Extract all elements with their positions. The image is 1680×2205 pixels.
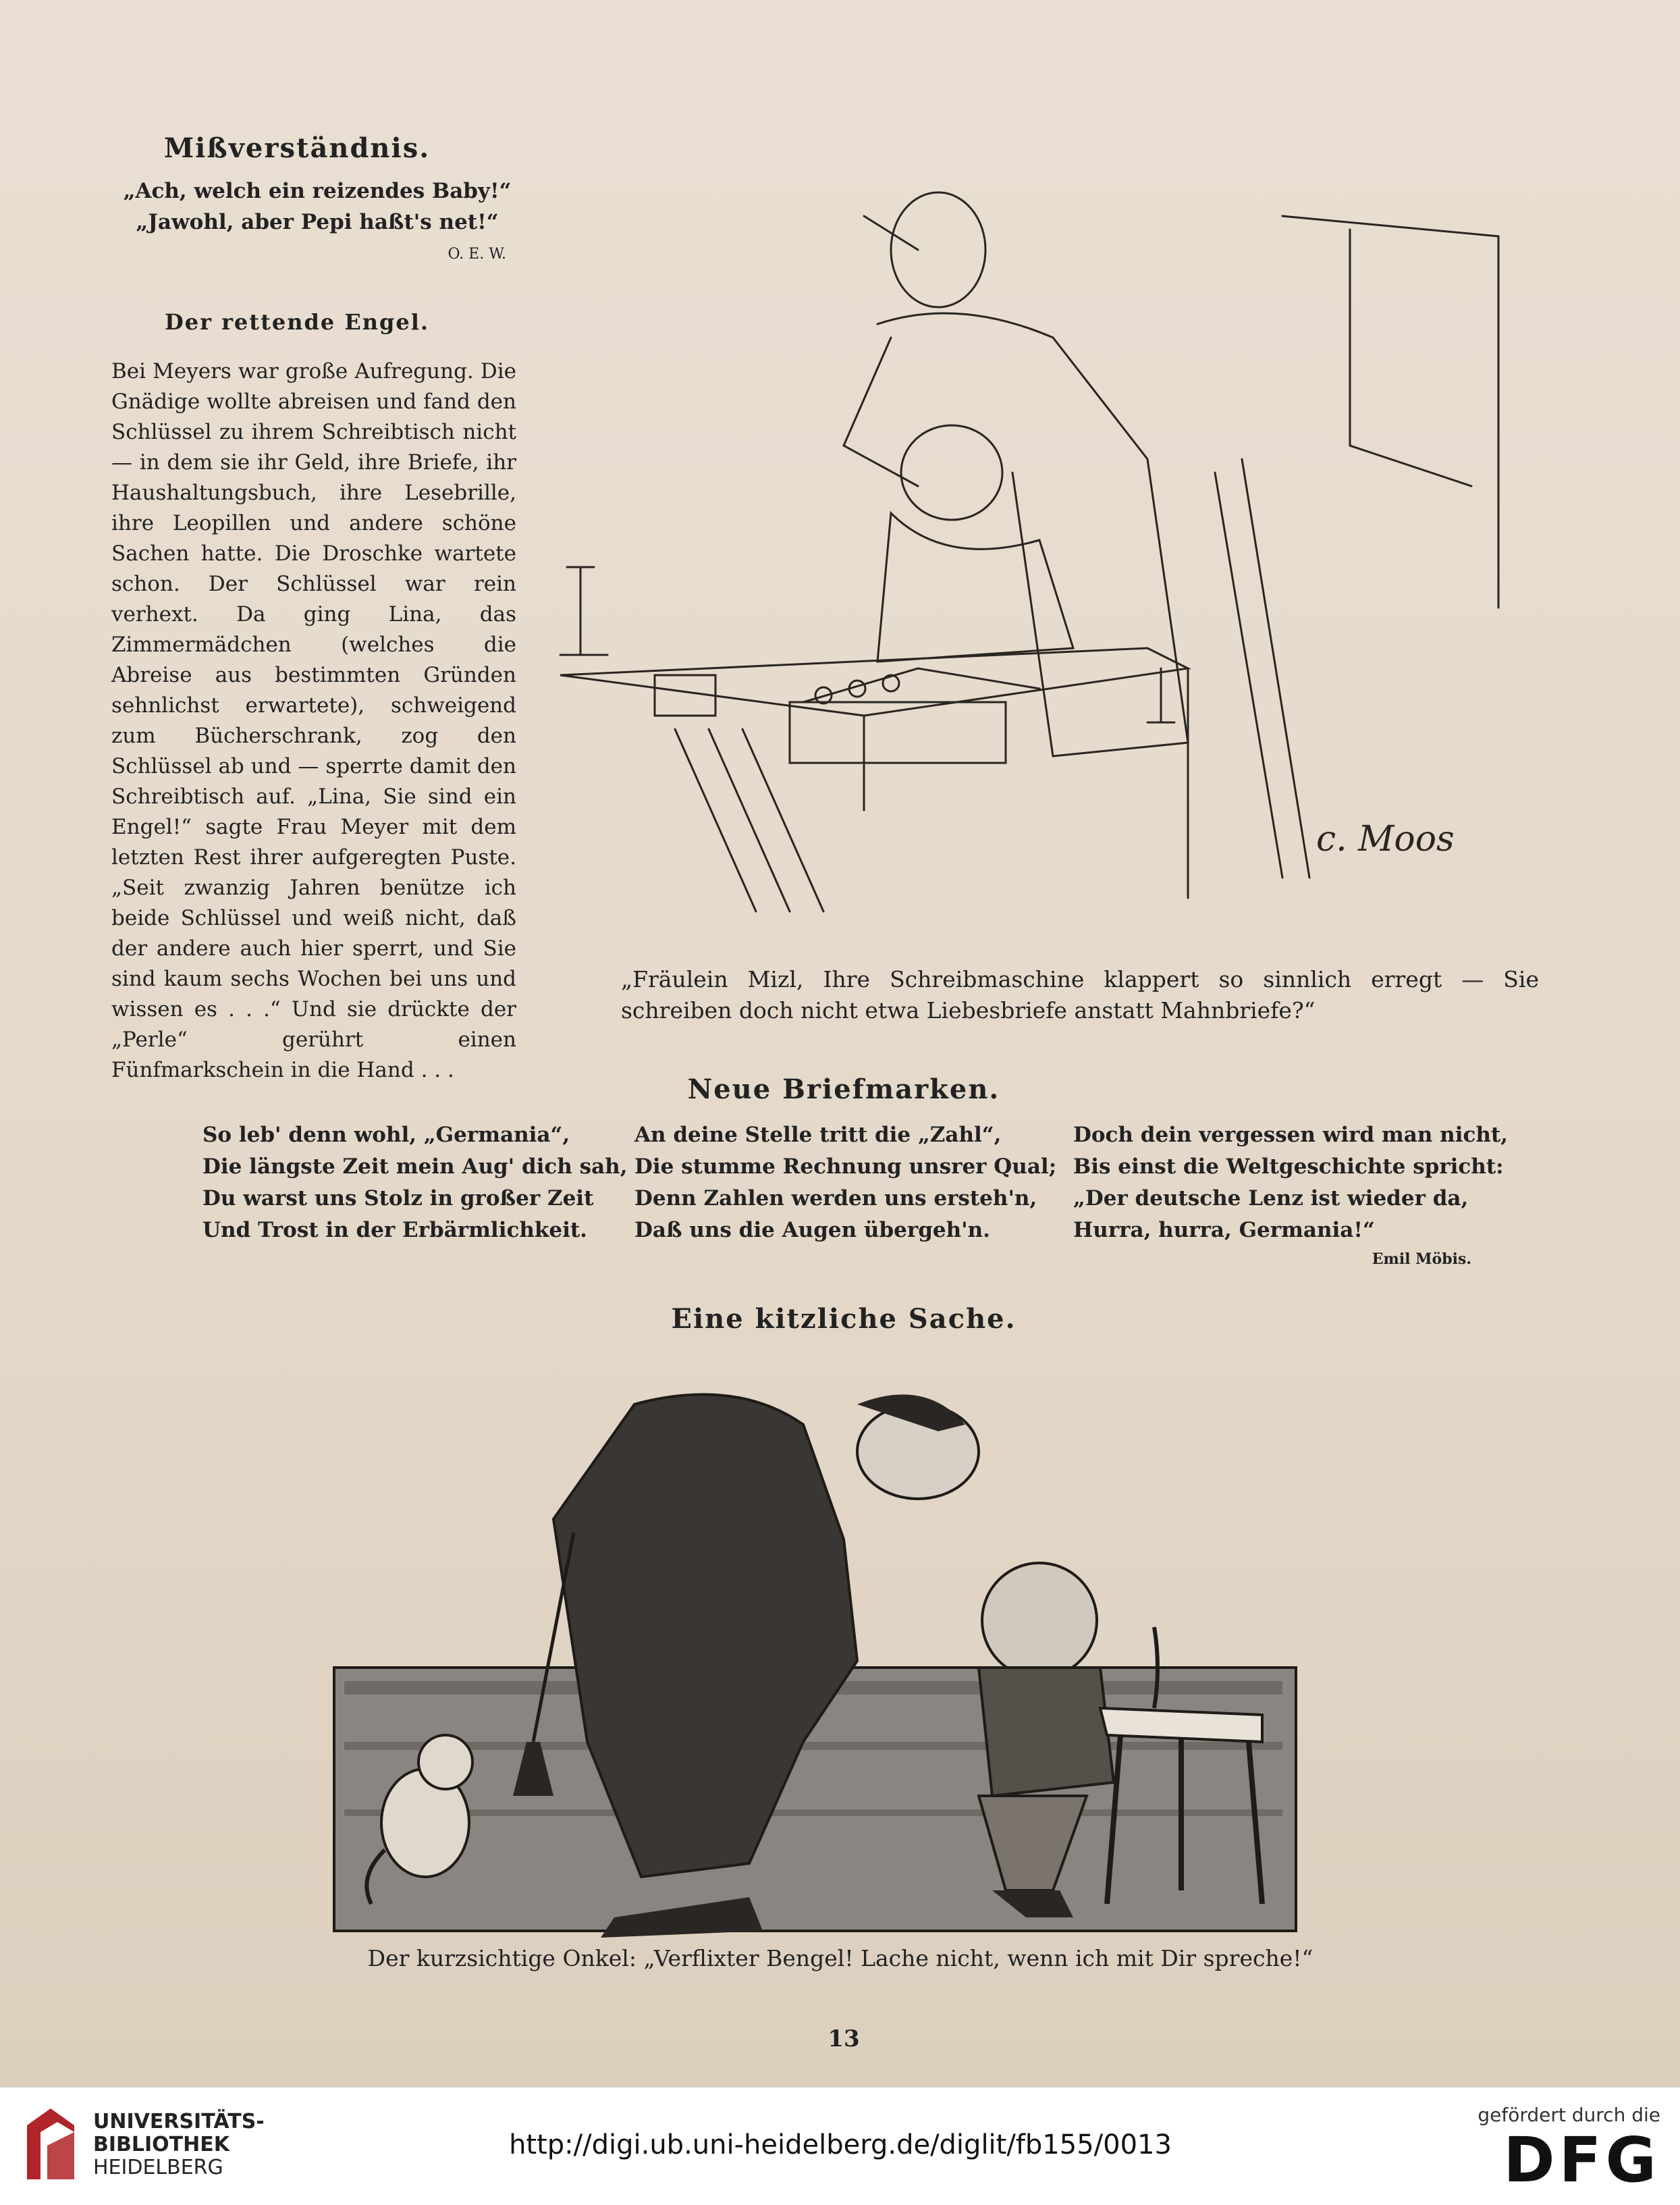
poem-line: An deine Stelle tritt die „Zahl“, bbox=[634, 1123, 1002, 1147]
poem-line: So leb' denn wohl, „Germania“, bbox=[202, 1123, 570, 1147]
logo-line2: BIBLIOTHEK bbox=[93, 2133, 229, 2156]
article1-line1: „Ach, welch ein reizendes Baby!“ bbox=[123, 179, 512, 203]
poem-stanza-1 bbox=[202, 1119, 628, 1246]
poem-line: „Der deutsche Lenz ist wieder da, bbox=[1073, 1186, 1469, 1211]
typist-cartoon-illustration bbox=[540, 135, 1539, 945]
poem-line: Die längste Zeit mein Aug' dich sah, bbox=[202, 1154, 628, 1179]
article2-title: Der rettende Engel. bbox=[164, 309, 430, 335]
poem-stanza-3 bbox=[1073, 1119, 1508, 1246]
article1-author: O. E. W. bbox=[448, 246, 506, 263]
cartoon1-signature: c. Moos bbox=[1316, 819, 1455, 859]
poem-title: Neue Briefmarken. bbox=[687, 1073, 1000, 1105]
poem-line: Doch dein vergessen wird man nicht, bbox=[1073, 1123, 1509, 1147]
cartoon1-caption: „Fräulein Mizl, Ihre Schreibmaschine klappert so sinnlich erregt — Sie schreiben doch nicht etwa Liebesbriefe anstatt Mahnbriefe?“ bbox=[621, 966, 1539, 1024]
uncle-cartoon-illustration bbox=[331, 1364, 1303, 1938]
logo-line1: UNIVERSITÄTS- bbox=[93, 2110, 265, 2133]
logo-line3: HEIDELBERG bbox=[93, 2156, 223, 2179]
article1-dialogue bbox=[121, 176, 513, 238]
poem-line: Daß uns die Augen übergeh'n. bbox=[634, 1218, 990, 1242]
poem-author: Emil Möbis. bbox=[1372, 1250, 1471, 1268]
article1-title: Mißverständnis. bbox=[163, 132, 431, 164]
library-logo-text bbox=[93, 2110, 265, 2179]
cartoon2-caption: Der kurzsichtige Onkel: „Verflixter Bengel! Lache nicht, wenn ich mit Dir spreche!“ bbox=[367, 1945, 1313, 1971]
footer-bar bbox=[0, 2086, 1680, 2205]
sponsor-text: gefördert durch die bbox=[1478, 2104, 1660, 2126]
dfg-logo: DFG bbox=[1503, 2124, 1660, 2196]
poem-line: Die stumme Rechnung unsrer Qual; bbox=[634, 1154, 1057, 1179]
document-url-link[interactable]: http://digi.ub.uni-heidelberg.de/diglit/fb155/0013 bbox=[509, 2129, 1172, 2160]
cartoon2-title: Eine kitzliche Sache. bbox=[671, 1303, 1017, 1335]
university-seal-icon bbox=[20, 2105, 81, 2186]
article1-line2: „Jawohl, aber Pepi haßt's net!“ bbox=[136, 210, 499, 234]
article2-body: Bei Meyers war große Aufregung. Die Gnädige wollte abreisen und fand den Schlüssel zu ihrem Schreibtisch nicht — in dem sie ihr Geld, ihre Briefe, ihr Haushaltungsbuch, ihre Lesebrille, ihre Leopillen und andere schöne Sachen hatte. Die Droschke wartete schon. Der Schlüssel war rein verhext. Da ging Lina, das Zimmermädchen (welches die Abreise aus bestimmten Gründen sehnlichst erwartete), schweigend zum Bücherschrank, zog den Schlüssel ab und — sperrte damit den Schreibtisch auf. „Lina, Sie sind ein Engel!“ sagte Frau Meyer mit dem letzten Rest ihrer aufgeregten Puste. „Seit zwanzig Jahren benütze ich beide Schlüssel und weiß nicht, daß der andere auch hier sperrt, und Sie sind kaum sechs Wochen bei uns und wissen es . . .“ Und sie drückte der „Perle“ gerührt einen Fünfmarkschein in die Hand . . . bbox=[111, 359, 516, 1082]
poem-line: Hurra, hurra, Germania!“ bbox=[1073, 1218, 1375, 1242]
poem-line: Und Trost in der Erbärmlichkeit. bbox=[202, 1218, 587, 1242]
poem-line: Bis einst die Weltgeschichte spricht: bbox=[1073, 1154, 1504, 1179]
poem-stanza-2 bbox=[634, 1119, 1056, 1246]
page-number: 13 bbox=[828, 2025, 860, 2052]
poem-line: Denn Zahlen werden uns ersteh'n, bbox=[634, 1186, 1037, 1211]
poem-line: Du warst uns Stolz in großer Zeit bbox=[202, 1186, 594, 1211]
